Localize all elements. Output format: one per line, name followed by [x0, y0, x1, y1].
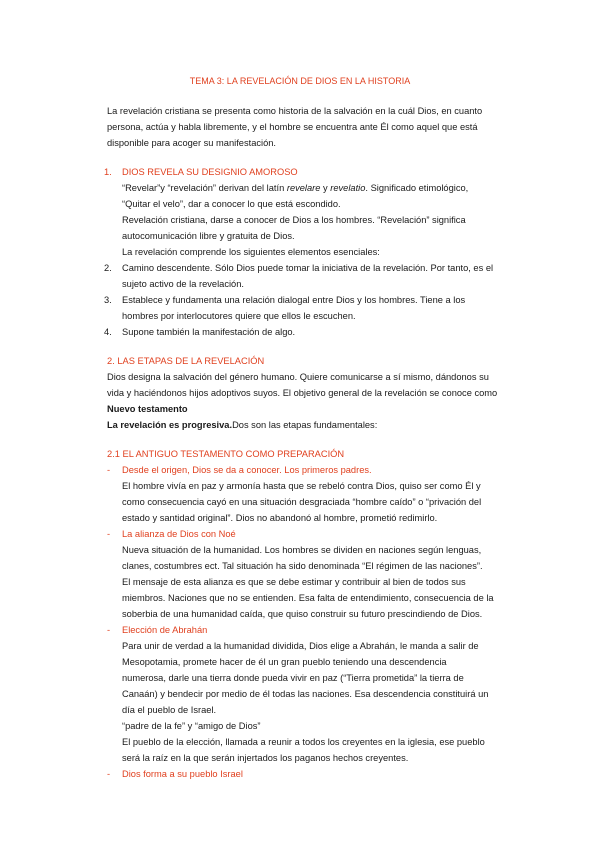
page-title: TEMA 3: LA REVELACIÓN DE DIOS EN LA HISTORIA — [189, 76, 411, 86]
bullet-2-line-5: soberbia de una humanidad caída, que quiso construir su futuro prescindiendo de Dios. — [122, 609, 483, 619]
bullet-2-line-2: clanes, costumbres ect. Tal situación ha sido denominada “El régimen de las naciones”. — [122, 561, 483, 571]
section-1-line-5: La revelación comprende los siguientes elementos esenciales: — [122, 247, 380, 257]
bullet-2-heading: La alianza de Dios con Noé — [122, 529, 236, 539]
section-2-heading: 2. LAS ETAPAS DE LA REVELACIÓN — [107, 356, 265, 366]
bullet-dash: - — [107, 529, 111, 539]
bullet-3-line-8: será la raíz en la que serán injertados los paganos hechos creyentes. — [122, 753, 409, 763]
section-1-number: 1. — [104, 167, 112, 177]
list-number: 4. — [104, 327, 112, 337]
section-1-line-2: “Quitar el velo”, dar a conocer lo que está escondido. — [122, 199, 341, 209]
section-2-line-1: Dios designa la salvación del género humano. Quiere comunicarse a sí mismo, dándonos su — [107, 372, 489, 382]
list-item-2-line-1: Camino descendente. Sólo Dios puede tomar la iniciativa de la revelación. Por tanto, es el — [122, 263, 494, 273]
bullet-3-line-2: Mesopotamia, promete hacer de él un gran pueblo teniendo una descendencia — [122, 657, 447, 667]
list-number: 2. — [104, 263, 112, 273]
bullet-dash: - — [107, 769, 111, 779]
bullet-1-line-3: estado y santidad original”. Dios no abandonó al hombre, prometió redimirlo. — [122, 513, 438, 523]
list-number: 3. — [104, 295, 112, 305]
intro-line-3: disponible para acoger su manifestación. — [107, 138, 276, 148]
intro-line-1: La revelación cristiana se presenta como historia de la salvación en la cuál Dios, en cuanto — [107, 106, 483, 116]
list-item-4-line-1: Supone también la manifestación de algo. — [122, 327, 296, 337]
bullet-3-line-5: día el pueblo de Israel. — [122, 705, 217, 715]
bullet-3-line-4: Canaán) y bendecir por medio de él todas las naciones. Esa descendencia constituirá un — [122, 689, 489, 699]
bullet-1-line-2: como consecuencia cayó en una situación desgraciada “hombre caído” o “privación del — [122, 497, 482, 507]
bullet-1-heading: Desde el origen, Dios se da a conocer. Los primeros padres. — [122, 465, 372, 475]
bullet-4-heading: Dios forma a su pueblo Israel — [122, 769, 243, 779]
bullet-3-line-3: numerosa, darle una tierra donde pueda vivir en paz (“Tierra prometida” la tierra de — [122, 673, 464, 683]
bullet-2-line-1: Nueva situación de la humanidad. Los hombres se dividen en naciones según lenguas, — [122, 545, 482, 555]
bullet-3-heading: Elección de Abrahán — [122, 625, 208, 635]
list-item-2-line-2: sujeto activo de la revelación. — [122, 279, 244, 289]
bullet-1-line-1: El hombre vivía en paz y armonía hasta que se rebeló contra Dios, quiso ser como Él y — [122, 481, 481, 491]
bullet-2-line-3: El mensaje de esta alianza es que se debe estimar y contribuir al bien de todos sus — [122, 577, 466, 587]
bullet-dash: - — [107, 625, 111, 635]
bullet-3-line-1: Para unir de verdad a la humanidad dividida, Dios elige a Abrahán, le manda a salir de — [122, 641, 479, 651]
bullet-2-line-4: miembros. Naciones que no se entienden. Esa falta de entendimiento, consecuencia de la — [122, 593, 494, 603]
intro-line-2: persona, actúa y habla libremente, y el hombre se encuentra ante Él como aquel que está — [107, 122, 478, 132]
list-item-3-line-2: hombres por interlocutores quiere que ellos le escuchen. — [122, 311, 356, 321]
section-2-1-heading: 2.1 EL ANTIGUO TESTAMENTO COMO PREPARACIÓN — [107, 449, 345, 459]
list-item-3-line-1: Establece y fundamenta una relación dialogal entre Dios y los hombres. Tiene a los — [122, 295, 466, 305]
section-1-line-1: “Revelar”y “revelación” derivan del latín revelare y revelatio. Significado etimológico, — [122, 183, 469, 193]
section-2-line-3: Nuevo testamento — [107, 404, 188, 414]
bullet-dash: - — [107, 465, 111, 475]
bullet-3-line-6: “padre de la fe” y “amigo de Dios” — [122, 721, 261, 731]
section-1-line-3: Revelación cristiana, darse a conocer de Dios a los hombres. “Revelación” significa — [122, 215, 466, 225]
section-2-line-2: vida y haciéndonos hijos adoptivos suyos. El objetivo general de la revelación se conoce como — [107, 388, 498, 398]
bullet-3-line-7: El pueblo de la elección, llamada a reunir a todos los creyentes en la iglesia, ese pueblo — [122, 737, 485, 747]
section-2-line-4: La revelación es progresiva.Dos son las etapas fundamentales: — [107, 420, 378, 430]
section-1-line-4: autocomunicación libre y gratuita de Dios. — [122, 231, 295, 241]
section-1-heading: DIOS REVELA SU DESIGNIO AMOROSO — [122, 167, 298, 177]
